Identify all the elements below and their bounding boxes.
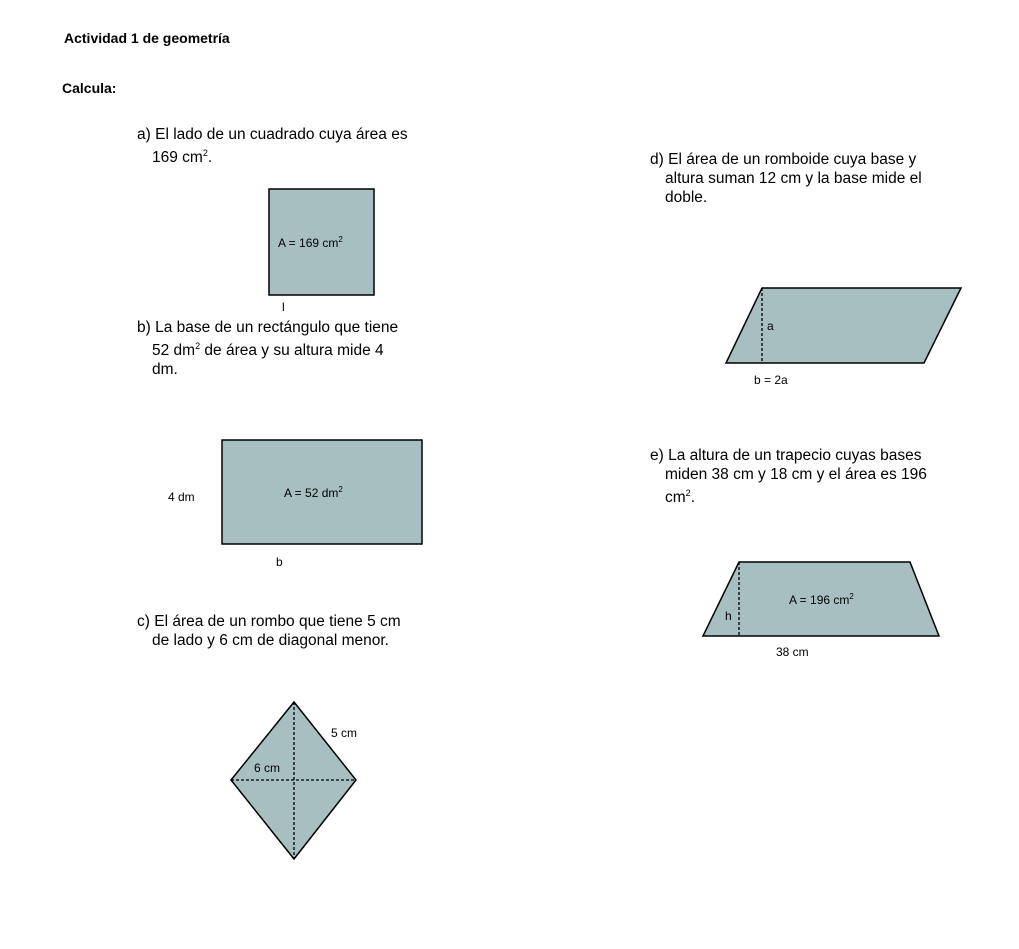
problem-c-line1: El área de un rombo que tiene 5 cm: [154, 613, 401, 630]
problem-d-line3: doble.: [665, 189, 708, 206]
problem-d-letter: d): [650, 151, 664, 168]
square-area-label: A = 169 $cm^2$: [278, 235, 343, 250]
problem-b-line1: La base de un rectángulo que tiene: [155, 319, 399, 336]
problem-a-letter: a): [137, 126, 151, 143]
square-side-label: l: [282, 300, 285, 314]
problem-b-value: 52 dm: [152, 342, 196, 360]
problem-d-line2: altura suman 12 cm y la base mide el: [665, 170, 922, 187]
problem-e-line1: La altura de un trapecio cuyas bases: [668, 447, 922, 464]
problem-e-post: .: [690, 489, 695, 507]
problem-e-letter: e): [650, 447, 664, 464]
rectangle-base-label: b: [276, 555, 283, 569]
rectangle-height-label: 4 dm: [168, 490, 195, 504]
problem-b-letter: b): [137, 319, 151, 336]
problem-e-value: cm: [665, 489, 686, 507]
parallelogram-figure: [726, 288, 961, 363]
problem-d-line1: El área de un romboide cuya base y: [668, 151, 917, 168]
rhombus-diagonal-label: 6 cm: [254, 761, 281, 775]
problem-b-sup: 2: [195, 341, 201, 351]
problem-c-line2: de lado y 6 cm de diagonal menor.: [152, 632, 389, 649]
page-title: Actividad 1 de geometría: [64, 30, 230, 46]
rectangle-area-label: A = 52 $dm^2$: [284, 485, 343, 500]
problem-a-sup: 2: [202, 148, 208, 158]
problem-e-line2: miden 38 cm y 18 cm y el área es 196: [665, 466, 927, 483]
problem-c-letter: c): [137, 613, 150, 630]
parallelogram-height-label: a: [767, 319, 774, 333]
problem-a-post: .: [207, 149, 213, 167]
problem-b-post: de área y su altura mide 4: [200, 342, 384, 360]
trapezoid-base-label: 38 cm: [776, 645, 809, 659]
rhombus-side-label: 5 cm: [331, 726, 358, 740]
parallelogram-base-label: b = 2a: [754, 373, 788, 387]
problem-e-sup: 2: [685, 488, 691, 498]
problem-b-line3: dm.: [152, 361, 178, 379]
trapezoid-area-label: A = 196 $cm^2$: [789, 592, 854, 607]
problem-a-value: 169 cm: [152, 149, 203, 167]
page-subtitle: Calcula:: [62, 80, 117, 96]
problem-a-line1: El lado de un cuadrado cuya área es: [155, 126, 408, 143]
trapezoid-height-label: h: [725, 609, 732, 623]
